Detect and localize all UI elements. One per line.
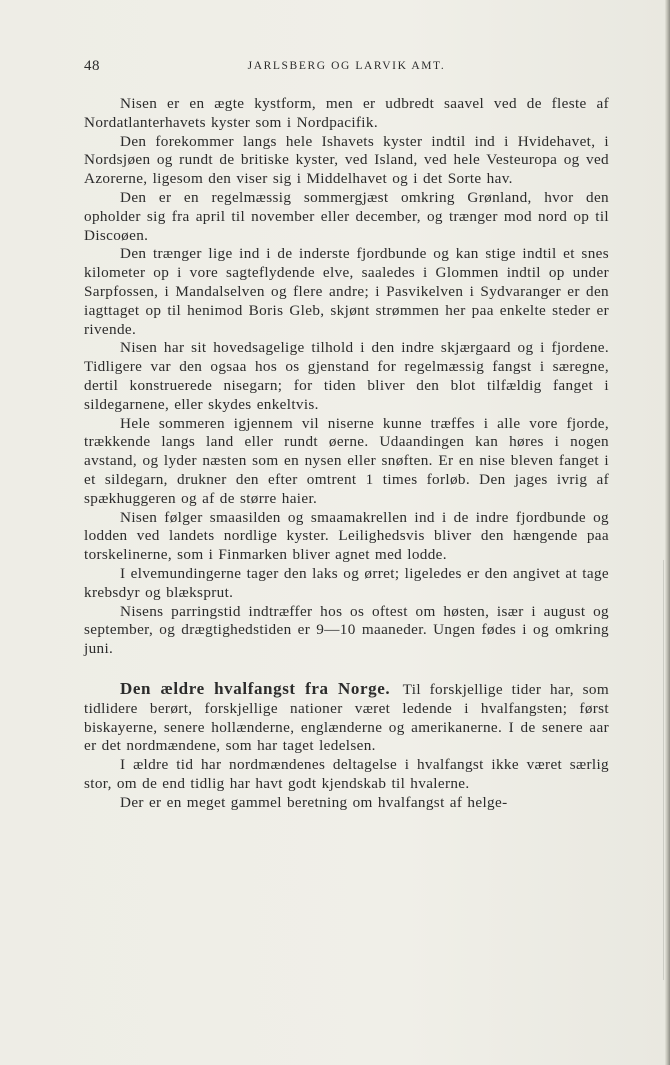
section-heading: Den ældre hvalfangst fra Norge. — [120, 678, 391, 698]
paragraph: Der er en meget gammel beretning om hvalfangst af helge- — [120, 793, 508, 811]
section-lead-paragraph — [84, 680, 609, 756]
paragraph: I ældre tid har nordmændenes deltagelse i hvalfangst ikke været særlig stor, om de end tidlig har havt godt kjendskab til hvalerne. — [84, 756, 609, 792]
page-number: 48 — [84, 58, 100, 74]
paragraph: Den er en regelmæssig sommergjæst omkring Grønland, hvor den opholder sig fra april til november eller december, og trænger mod nord op til Discoøen. — [84, 188, 609, 244]
paragraph: Nisens parringstid indtræffer hos os oftest om høsten, især i august og september, og drægtighedstiden er 9—10 maaneder. Ungen fødes i og omkring juni. — [84, 602, 609, 658]
page-edge-shadow — [665, 0, 670, 1065]
page-header — [84, 58, 609, 78]
paragraph: Nisen følger smaasilden og smaamakrellen ind i de indre fjordbunde og lodden ved landets nordlige kyster. Leilighedsvis bliver den hængende paa torskelinerne, som i Finmarken bliver agnet med lodde. — [84, 508, 609, 564]
section-lead-text: Til forskjellige tider har, som tidlidere berørt, forskjellige nationer været ledende i hvalfangsten; først biskayerne, senere hollænderne, englænderne og amerikanerne. I de senere aar er det nordmændene, som har taget ledelsen. — [84, 680, 610, 755]
paragraph: Nisen er en ægte kystform, men er udbredt saavel ved de fleste af Nordatlanterhavets kyster som i Nordpacifik. — [84, 95, 609, 131]
paragraph: Nisen har sit hovedsagelige tilhold i den indre skjærgaard og i fjordene. Tidligere var den ogsaa hos os gjenstand for regelmæssig fangst i særegne, dertil konstruerede nisegarn; for tiden bliver den blot tilfældig fanget i sildegarnene, eller skydes enkeltvis. — [84, 339, 609, 413]
paragraph: Den forekommer langs hele Ishavets kyster indtil ind i Hvidehavet, i Nordsjøen og rundt de britiske kyster, ved Island, ved hele Vesteuropa og ved Azorerne, ligesom den viser sig i Middelhavet og i det Sorte hav. — [84, 132, 609, 188]
running-head: JARLSBERG OG LARVIK AMT. — [247, 60, 446, 72]
paragraph: Hele sommeren igjennem vil niserne kunne træffes i alle vore fjorde, trækkende langs land eller rundt øerne. Udaandingen kan høres i nogen avstand, og lyder næsten som en nysen eller snøften. Er en nise bleven fanget i et sildegarn, drukner den efter omtrent 1 times forløb. Den jages ivrig af spækhuggeren og af de større haier. — [84, 414, 609, 507]
body-text — [84, 95, 609, 812]
page-crease — [663, 560, 664, 980]
paragraph: Den trænger lige ind i de inderste fjordbunde og kan stige indtil et snes kilometer op i vore sagteflydende elve, saaledes i Glommen indtil op under Sarpfossen, i Mandalselven og flere andre; i Pasvikelven i Sydvaranger er den iagttaget op til henimod Boris Gleb, skjønt strømmen her paa enkelte steder er rivende. — [84, 245, 609, 338]
paragraph: I elvemundingerne tager den laks og ørret; ligeledes er den angivet at tage krebsdyr og blæksprut. — [84, 564, 609, 601]
